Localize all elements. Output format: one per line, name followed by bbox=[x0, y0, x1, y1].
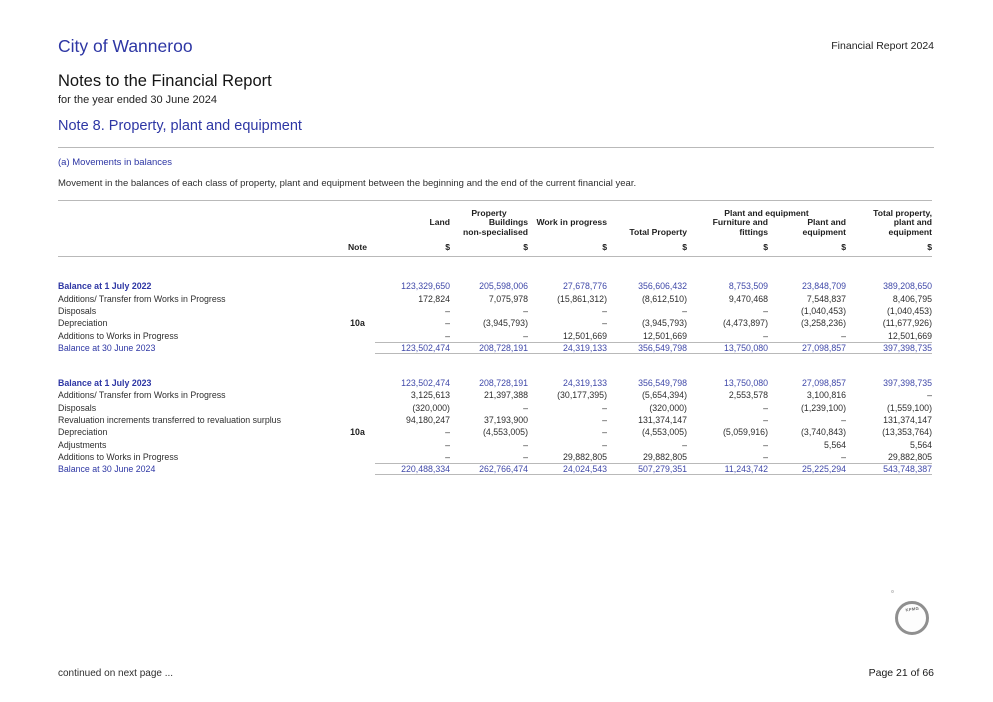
column-header: plant and bbox=[893, 217, 932, 228]
cell-value: 131,374,147 bbox=[883, 415, 932, 426]
row-label: Additions/ Transfer from Works in Progress bbox=[58, 293, 226, 304]
row-label: Additions to Works in Progress bbox=[58, 451, 179, 462]
cell-value: 205,598,006 bbox=[479, 281, 528, 292]
cell-value: (1,040,453) bbox=[801, 305, 846, 316]
row-label: Balance at 1 July 2023 bbox=[58, 378, 152, 389]
cell-value: 12,501,669 bbox=[562, 330, 607, 341]
cell-value: 123,502,474 bbox=[401, 378, 450, 389]
table-row bbox=[58, 280, 932, 292]
table-section-2 bbox=[58, 377, 932, 475]
cell-value: – bbox=[927, 390, 932, 401]
column-header: fittings bbox=[739, 226, 768, 237]
cell-value: 389,208,650 bbox=[883, 281, 932, 292]
cell-value: 172,824 bbox=[418, 293, 450, 304]
cell-value: – bbox=[445, 439, 450, 450]
table-row bbox=[58, 305, 932, 317]
cell-value: 543,748,387 bbox=[883, 464, 932, 475]
cell-value: – bbox=[445, 318, 450, 329]
cell-value: – bbox=[763, 330, 768, 341]
cell-value: – bbox=[602, 427, 607, 438]
column-header: Land bbox=[429, 217, 450, 228]
header-spacer bbox=[607, 209, 687, 218]
cell-value: (11,677,926) bbox=[882, 318, 932, 329]
currency-symbol: $ bbox=[523, 242, 528, 253]
cell-value: 24,319,133 bbox=[562, 378, 607, 389]
cell-value: (4,473,897) bbox=[723, 318, 768, 329]
cell-value: – bbox=[602, 439, 607, 450]
currency-symbol: $ bbox=[763, 242, 768, 253]
report-tag: Financial Report 2024 bbox=[831, 40, 934, 52]
cell-value: (1,040,453) bbox=[887, 305, 932, 316]
cell-value: 220,488,334 bbox=[401, 464, 450, 475]
cell-value: – bbox=[523, 330, 528, 341]
row-label: Additions to Works in Progress bbox=[58, 330, 179, 341]
row-values bbox=[375, 402, 932, 414]
cell-value: (3,945,793) bbox=[642, 318, 687, 329]
cell-value: (320,000) bbox=[649, 402, 687, 413]
cell-value: 356,549,798 bbox=[638, 378, 687, 389]
table-body bbox=[58, 280, 932, 475]
table-row bbox=[58, 389, 932, 401]
cell-value: 397,398,735 bbox=[883, 378, 932, 389]
cell-value: 12,501,669 bbox=[887, 330, 932, 341]
row-label: Balance at 1 July 2022 bbox=[58, 281, 152, 292]
cell-value: 8,406,795 bbox=[892, 293, 932, 304]
cell-value: (13,353,764) bbox=[882, 427, 932, 438]
column-header: Total Property bbox=[629, 226, 687, 237]
cell-value: 397,398,735 bbox=[883, 342, 932, 353]
cell-value: 131,374,147 bbox=[638, 415, 687, 426]
cell-value: (4,553,005) bbox=[642, 427, 687, 438]
section-a-heading: (a) Movements in balances bbox=[58, 157, 173, 168]
column-header bbox=[528, 228, 607, 237]
table-row bbox=[58, 329, 932, 341]
header-spacer bbox=[58, 228, 375, 237]
cell-value: – bbox=[445, 330, 450, 341]
row-values bbox=[375, 377, 932, 389]
cell-value: – bbox=[841, 451, 846, 462]
header-units-row bbox=[58, 242, 932, 253]
row-values bbox=[375, 293, 932, 305]
document-subtitle: for the year ended 30 June 2024 bbox=[58, 94, 218, 106]
currency-symbol: $ bbox=[682, 242, 687, 253]
cell-value: – bbox=[523, 451, 528, 462]
group-header-plant-equipment: Plant and equipment bbox=[724, 208, 809, 218]
cell-value: 3,100,816 bbox=[806, 390, 846, 401]
row-values bbox=[375, 342, 932, 354]
row-values bbox=[375, 329, 932, 341]
row-note-ref: 10a bbox=[350, 318, 365, 329]
column-header: equipment bbox=[802, 226, 846, 237]
cell-value: – bbox=[841, 415, 846, 426]
cell-value: 208,728,191 bbox=[479, 378, 528, 389]
cell-value: 94,180,247 bbox=[405, 415, 450, 426]
cell-value: (1,239,100) bbox=[801, 402, 846, 413]
cell-value: 37,193,900 bbox=[483, 415, 528, 426]
cell-value: 5,564 bbox=[909, 439, 932, 450]
cell-value: – bbox=[445, 427, 450, 438]
cell-value: 7,548,837 bbox=[806, 293, 846, 304]
table-row bbox=[58, 377, 932, 389]
row-values bbox=[375, 305, 932, 317]
row-note-ref: 10a bbox=[350, 427, 365, 438]
column-header: non-specialised bbox=[463, 226, 528, 237]
cell-value: 123,329,650 bbox=[401, 281, 450, 292]
heading-divider bbox=[58, 147, 934, 148]
table-row bbox=[58, 402, 932, 414]
cell-value: 123,502,474 bbox=[401, 342, 450, 353]
column-header: equipment bbox=[888, 226, 932, 237]
table-row bbox=[58, 463, 932, 475]
cell-value: 27,098,857 bbox=[801, 342, 846, 353]
note-heading: Note 8. Property, plant and equipment bbox=[58, 118, 302, 134]
column-header bbox=[375, 228, 450, 237]
cell-value: 23,848,709 bbox=[801, 281, 846, 292]
row-label: Depreciation bbox=[58, 427, 108, 438]
cell-value: – bbox=[602, 415, 607, 426]
cell-value: 13,750,080 bbox=[723, 378, 768, 389]
header-spacer bbox=[58, 209, 375, 218]
cell-value: 356,606,432 bbox=[638, 281, 687, 292]
document-title: Notes to the Financial Report bbox=[58, 72, 272, 90]
header-spacer bbox=[58, 242, 340, 253]
row-label: Revaluation increments transferred to revaluation surplus bbox=[58, 415, 281, 426]
column-header: Work in progress bbox=[536, 217, 607, 228]
cell-value: – bbox=[602, 318, 607, 329]
continued-note: continued on next page ... bbox=[58, 668, 174, 679]
section-description: Movement in the balances of each class of property, plant and equipment between the beginning and the end of the current financial year. bbox=[58, 178, 637, 189]
cell-value: 7,075,978 bbox=[488, 293, 528, 304]
cell-value: 208,728,191 bbox=[479, 342, 528, 353]
cell-value: (3,740,843) bbox=[801, 427, 846, 438]
cell-value: (4,553,005) bbox=[483, 427, 528, 438]
cell-value: 24,319,133 bbox=[562, 342, 607, 353]
table-row bbox=[58, 317, 932, 329]
cell-value: (3,258,236) bbox=[801, 318, 846, 329]
table-section-1 bbox=[58, 280, 932, 354]
page-number: Page 21 of 66 bbox=[868, 667, 934, 679]
cell-value: 27,098,857 bbox=[801, 378, 846, 389]
cell-value: 5,564 bbox=[823, 439, 846, 450]
ppe-movements-table bbox=[58, 200, 932, 475]
currency-symbol: $ bbox=[841, 242, 846, 253]
currency-symbol: $ bbox=[927, 242, 932, 253]
cell-value: 12,501,669 bbox=[642, 330, 687, 341]
cell-value: (5,059,916) bbox=[723, 427, 768, 438]
cell-value: 8,753,509 bbox=[728, 281, 768, 292]
audit-stamp-text: KPMG bbox=[905, 606, 920, 613]
cell-value: 507,279,351 bbox=[638, 464, 687, 475]
cell-value: 27,678,776 bbox=[562, 281, 607, 292]
cell-value: 2,553,578 bbox=[728, 390, 768, 401]
row-values bbox=[375, 463, 932, 475]
row-label: Disposals bbox=[58, 402, 97, 413]
row-values bbox=[375, 426, 932, 438]
cell-value: 24,024,543 bbox=[562, 464, 607, 475]
cell-value: 262,766,474 bbox=[479, 464, 528, 475]
cell-value: (1,559,100) bbox=[887, 402, 932, 413]
row-label: Balance at 30 June 2024 bbox=[58, 464, 156, 475]
cell-value: – bbox=[763, 415, 768, 426]
row-values bbox=[375, 389, 932, 401]
audit-stamp bbox=[895, 601, 929, 635]
row-values bbox=[375, 451, 932, 463]
currency-symbol: $ bbox=[445, 242, 450, 253]
row-label: Adjustments bbox=[58, 439, 107, 450]
cell-value: – bbox=[523, 439, 528, 450]
cell-value: 21,397,388 bbox=[483, 390, 528, 401]
cell-value: 29,882,805 bbox=[887, 451, 932, 462]
row-values bbox=[375, 280, 932, 292]
table-row bbox=[58, 293, 932, 305]
row-values bbox=[375, 317, 932, 329]
table-row bbox=[58, 451, 932, 463]
table-row bbox=[58, 414, 932, 426]
table-row bbox=[58, 426, 932, 438]
column-header-total-line1: Total property, bbox=[873, 208, 932, 218]
cell-value: – bbox=[763, 402, 768, 413]
stamp-speck bbox=[891, 590, 894, 593]
cell-value: (3,945,793) bbox=[483, 318, 528, 329]
cell-value: – bbox=[445, 305, 450, 316]
cell-value: 11,243,742 bbox=[724, 464, 768, 475]
cell-value: – bbox=[602, 305, 607, 316]
cell-value: – bbox=[523, 305, 528, 316]
cell-value: 356,549,798 bbox=[638, 342, 687, 353]
table-row bbox=[58, 438, 932, 450]
cell-value: 9,470,468 bbox=[728, 293, 768, 304]
column-header: Buildings bbox=[488, 217, 528, 228]
row-values bbox=[375, 438, 932, 450]
row-label: Disposals bbox=[58, 305, 97, 316]
cell-value: – bbox=[763, 305, 768, 316]
cell-value: – bbox=[602, 402, 607, 413]
note-column-header: Note bbox=[347, 242, 368, 253]
cell-value: – bbox=[523, 402, 528, 413]
column-header: Furniture and bbox=[712, 217, 768, 228]
cell-value: (30,177,395) bbox=[557, 390, 607, 401]
cell-value: 29,882,805 bbox=[642, 451, 687, 462]
cell-value: – bbox=[841, 330, 846, 341]
cell-value: (320,000) bbox=[412, 402, 450, 413]
cell-value: – bbox=[763, 439, 768, 450]
column-header: Plant and bbox=[807, 217, 846, 228]
cell-value: 3,125,613 bbox=[410, 390, 450, 401]
header-line-3 bbox=[58, 228, 932, 237]
cell-value: – bbox=[682, 305, 687, 316]
cell-value: (5,654,394) bbox=[642, 390, 687, 401]
row-label: Balance at 30 June 2023 bbox=[58, 342, 156, 353]
cell-value: – bbox=[445, 451, 450, 462]
group-header-property: Property bbox=[471, 208, 507, 218]
row-values bbox=[375, 414, 932, 426]
cell-value: (15,861,312) bbox=[557, 293, 607, 304]
table-header bbox=[58, 200, 932, 257]
row-label: Additions/ Transfer from Works in Progress bbox=[58, 390, 226, 401]
currency-symbol: $ bbox=[602, 242, 607, 253]
header-spacer bbox=[58, 218, 375, 227]
organisation-name: City of Wanneroo bbox=[58, 36, 193, 56]
cell-value: – bbox=[682, 439, 687, 450]
cell-value: 13,750,080 bbox=[723, 342, 768, 353]
row-label: Depreciation bbox=[58, 318, 108, 329]
cell-value: (8,612,510) bbox=[642, 293, 687, 304]
table-row bbox=[58, 342, 932, 354]
cell-value: – bbox=[763, 451, 768, 462]
cell-value: 25,225,294 bbox=[801, 464, 846, 475]
cell-value: 29,882,805 bbox=[562, 451, 607, 462]
